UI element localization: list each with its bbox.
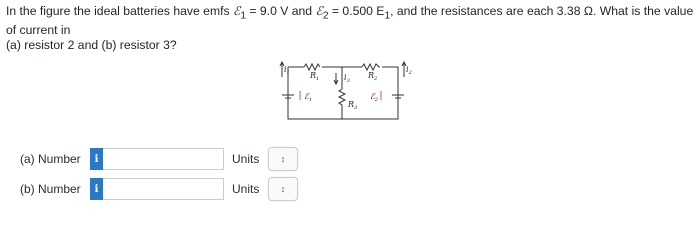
info-icon[interactable]: i: [90, 148, 103, 170]
question-part3: = 0.500 E: [328, 4, 385, 18]
emf2-label: ℰ$_2$: [370, 92, 379, 103]
question-text: [6, 4, 696, 53]
i2-label: $i_2$: [406, 65, 412, 76]
answer-a-label: (a) Number: [20, 152, 81, 166]
answer-b-number-input[interactable]: [103, 178, 224, 200]
answer-a-number-input[interactable]: [103, 148, 224, 170]
answer-a-units-select[interactable]: [268, 147, 298, 171]
emf1-label: ℰ$_1$: [304, 92, 313, 103]
answer-b-units-select[interactable]: [268, 177, 298, 201]
r1-label: $R_1$: [310, 71, 320, 82]
question-part2: = 9.0 V and: [246, 4, 316, 18]
answer-b-label: (b) Number: [20, 182, 81, 196]
info-icon[interactable]: i: [90, 178, 103, 200]
question-part1: In the figure the ideal batteries have emfs: [6, 4, 233, 18]
emf2-symbol: ℰ: [315, 4, 323, 18]
chevron-updown-icon: ↕: [280, 184, 286, 194]
r2-label: $R_2$: [368, 71, 378, 82]
question-line2: (a) resistor 2 and (b) resistor 3?: [6, 38, 177, 53]
question-part4: , and the resistances are each 3.38 Ω. What is the value of current in: [6, 4, 694, 38]
answer-b-units-label: Units: [232, 182, 260, 196]
i3-label: $i_3$: [344, 73, 350, 84]
emf1-subscript: 1: [240, 10, 247, 22]
answer-row-b: [20, 176, 298, 202]
circuit-diagram: [278, 53, 418, 123]
emf1-symbol: ℰ: [232, 4, 241, 18]
answer-row-a: [20, 146, 298, 172]
e-subscript: 1: [384, 10, 391, 22]
r3-label: $R_3$: [348, 100, 358, 111]
chevron-updown-icon: ↕: [280, 154, 286, 164]
i1-label: $i_1$: [284, 65, 290, 76]
answer-a-units-label: Units: [232, 152, 260, 166]
emf2-subscript: 2: [322, 10, 329, 22]
